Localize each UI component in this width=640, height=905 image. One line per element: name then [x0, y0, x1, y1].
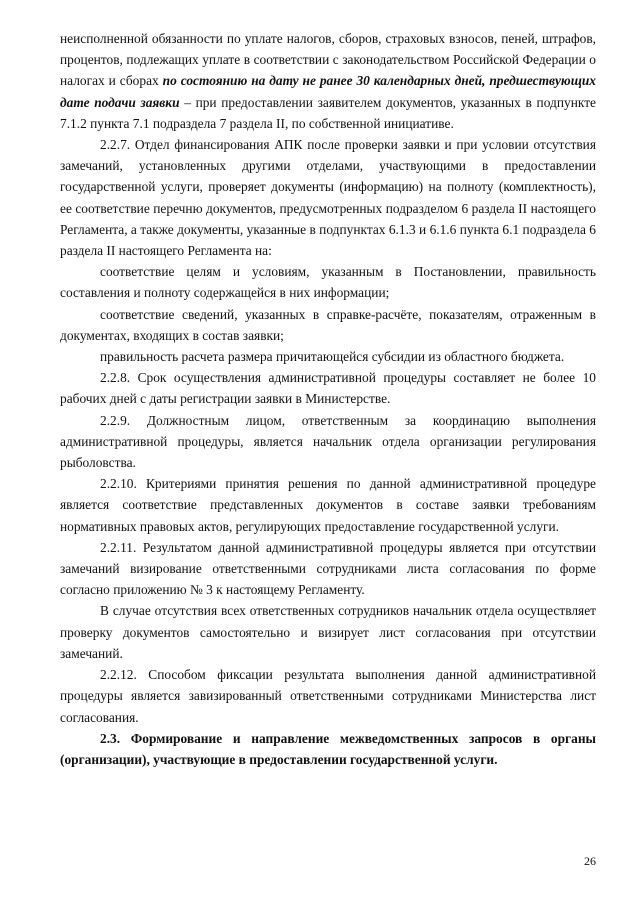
paragraph-check-goals: соответствие целям и условиям, указанным в Постановлении, правильность составления и полноту содержащейся в них информации; [60, 264, 596, 301]
paragraph-2-2-10: 2.2.10. Критериями принятия решения по данной административной процедуре является соответствие представленных документов в составе заявки требованиям нормативных правовых актов, регулирующих предоставление государственной услуги. [60, 476, 596, 534]
paragraph-check-data: соответствие сведений, указанных в справке-расчёте, показателям, отраженным в документах, входящих в состав заявки; [60, 306, 596, 343]
text-run: – при предоставлении заявителем документов, указанных в подпункте 7.1.2 пункта 7.1 подраздела 7 раздела II, по собственной инициативе. [60, 94, 596, 131]
paragraph-2-2-8: 2.2.8. Срок осуществления административной процедуры составляет не более 10 рабочих дней с даты регистрации заявки в Министерстве. [60, 370, 596, 407]
document-page [60, 28, 596, 770]
paragraph-check-calculation: правильность расчета размера причитающейся субсидии из областного бюджета. [100, 349, 565, 365]
text-run: неисполненной обязанности по уплате налогов, сборов, страховых взносов, пеней, штрафов, процентов, подлежащих уплате в соответствии с законодательством Российской Федерации о налогах и сборах [60, 31, 596, 89]
page-number: 26 [584, 854, 596, 868]
emphasis-date-requirement: по состоянию на дату не ранее 30 календарных дней, предшествующих дате подачи заявки [60, 73, 596, 110]
paragraph-2-2-7: 2.2.7. Отдел финансирования АПК после проверки заявки и при условии отсутствия замечаний, установленных другими отделами, участвующими в предоставлении государственной услуги, проверяет документы (информацию) на полноту (комплектность), ее соответствие перечню документов, предусмотренных подразделом 6 раздела II настоящего Регламента, а также документы, указанные в подпунктах 6.1.3 и 6.1.6 пункта 6.1 подраздела 6 раздела II настоящего Регламента на: [60, 137, 596, 259]
paragraph-tax-obligation [60, 28, 596, 134]
paragraph-2-2-12: 2.2.12. Способом фиксации результата выполнения данной административной процедуры является завизированный ответственными сотрудниками Министерства лист согласования. [60, 667, 596, 725]
paragraph-2-2-11: 2.2.11. Результатом данной административной процедуры является при отсутствии замечаний визирование ответственными сотрудниками листа согласования по форме согласно приложению № 3 к настоящему Регламенту. [60, 539, 596, 598]
paragraph-absence-case: В случае отсутствия всех ответственных сотрудников начальник отдела осуществляет проверку документов самостоятельно и визирует лист согласования при отсутствии замечаний. [60, 603, 596, 661]
section-heading-2-3: 2.3. Формирование и направление межведомственных запросов в органы (организации), участвующие в предоставлении государственной услуги. [60, 730, 596, 767]
paragraph-2-2-9: 2.2.9. Должностным лицом, ответственным за координацию выполнения административной процедуры, является начальник отдела организации регулирования рыболовства. [60, 412, 596, 471]
